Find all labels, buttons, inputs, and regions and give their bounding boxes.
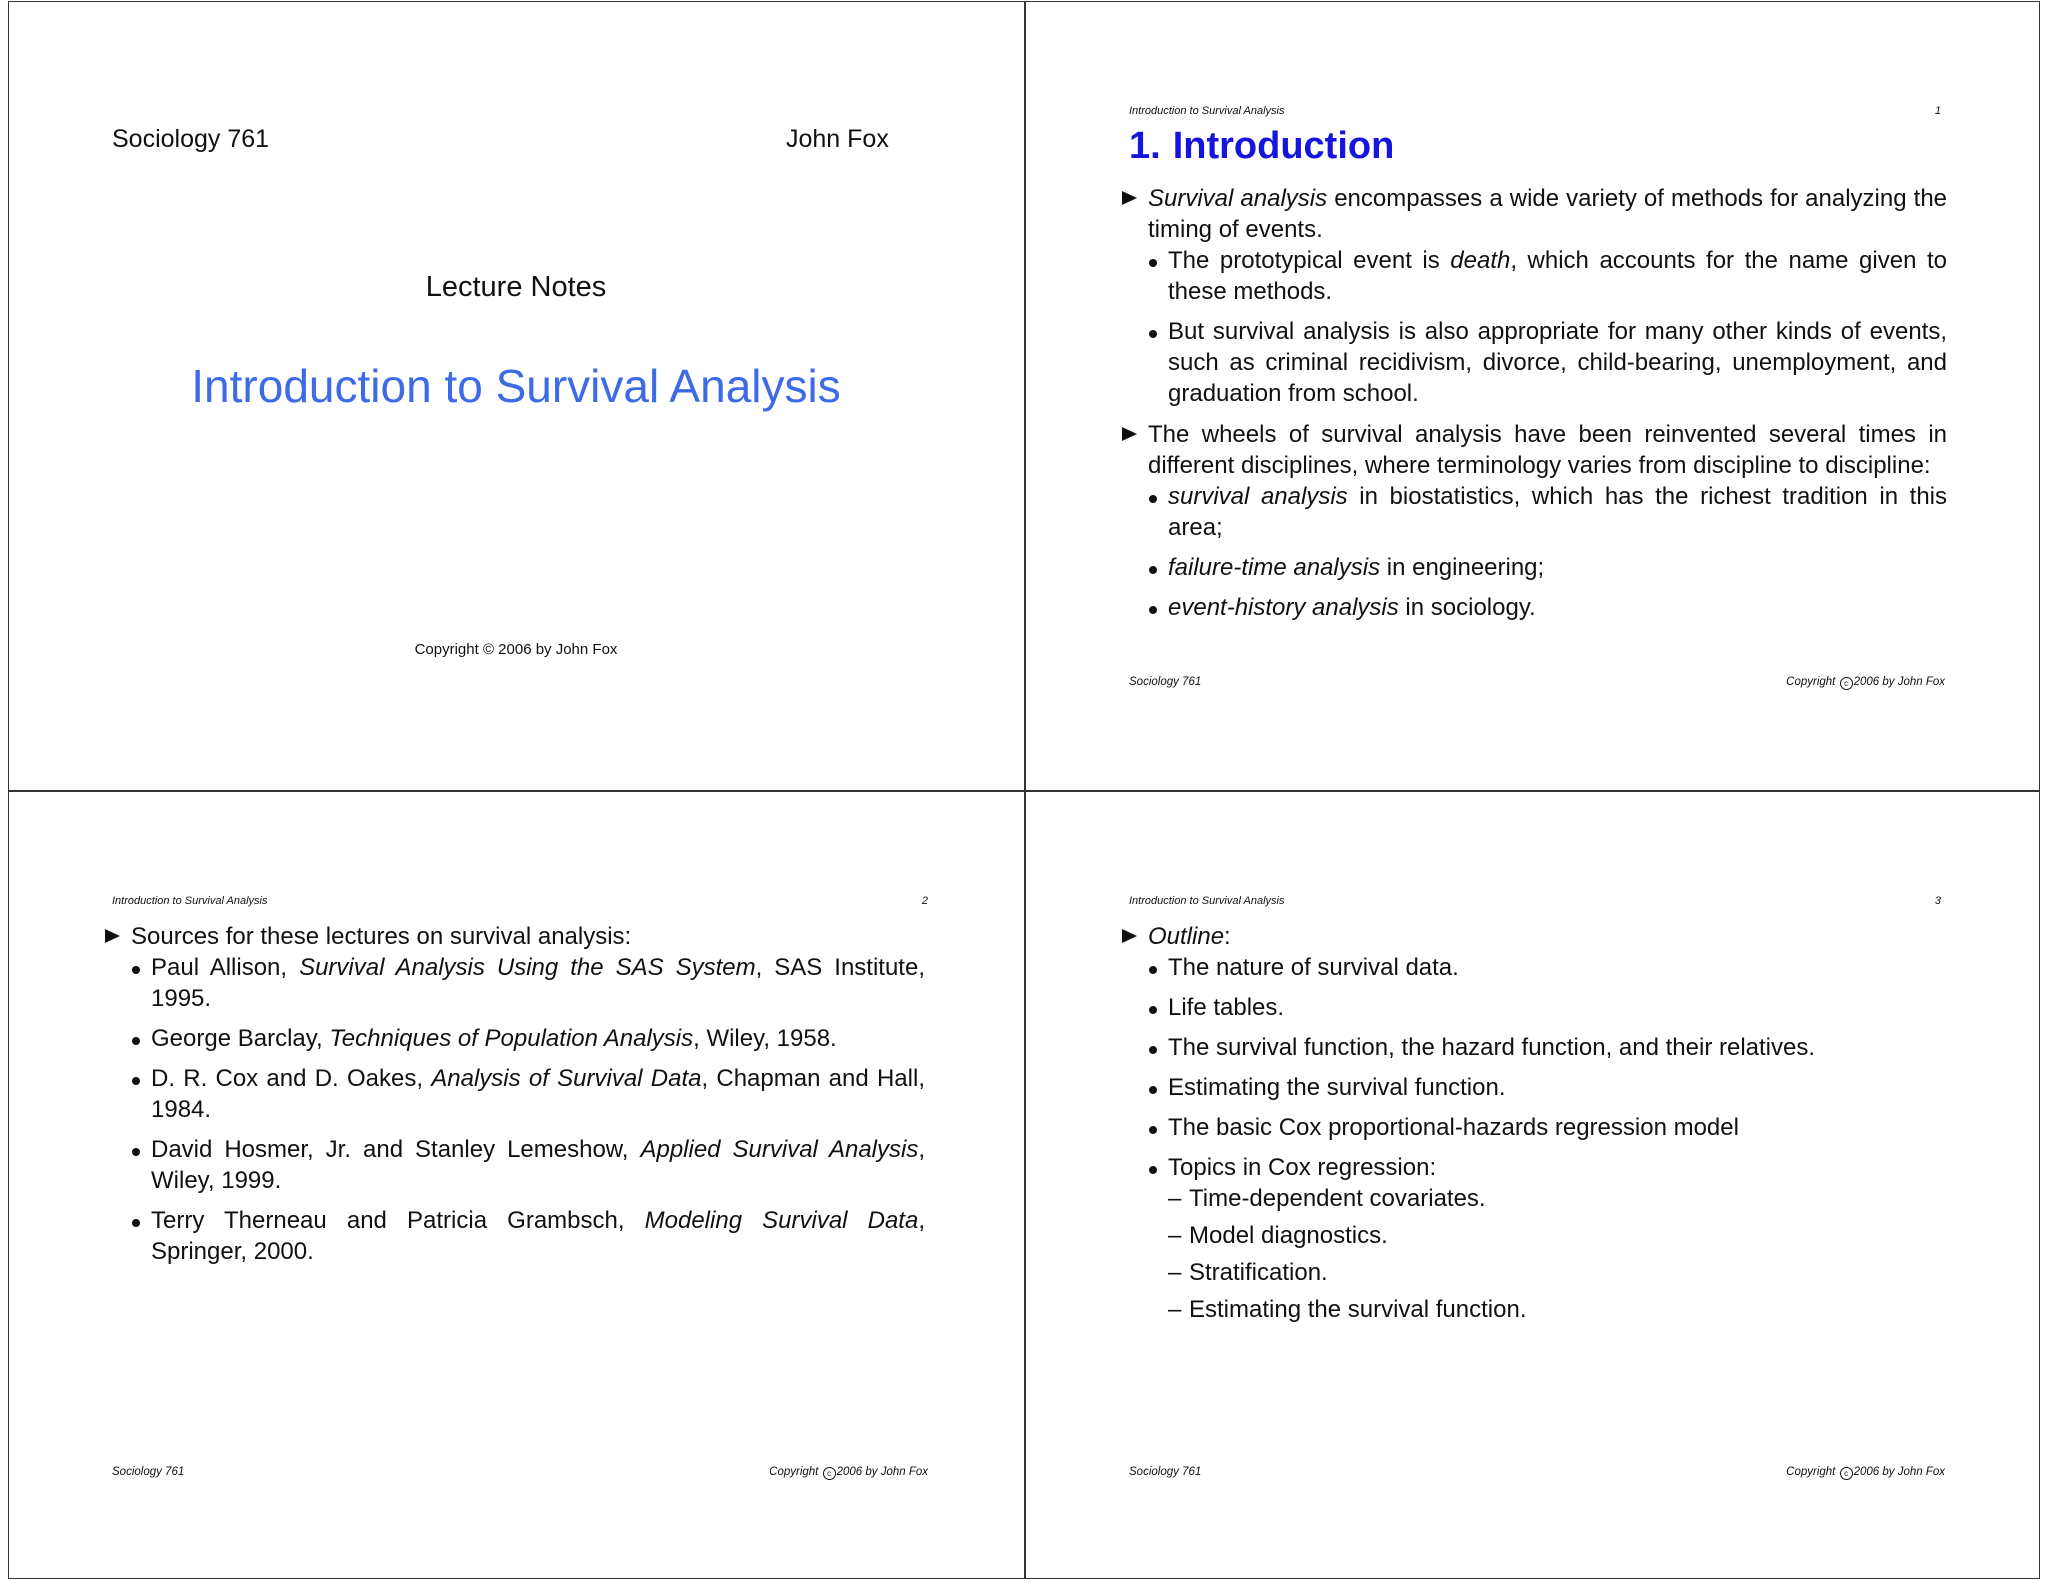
- dot-bullet-icon: [132, 966, 140, 974]
- sub-bullet-item: [1122, 592, 1947, 623]
- dot-bullet-icon: [1149, 966, 1157, 974]
- title-copyright: Copyright © 2006 by John Fox: [414, 641, 618, 658]
- source-title: Survival Analysis Using the SAS System: [299, 954, 756, 981]
- page-number: 3: [1934, 895, 1941, 907]
- title-slide: [8, 1, 1024, 791]
- slide-1-body: [1122, 183, 1947, 623]
- outline-item-text: The basic Cox proportional-hazards regression model: [1168, 1114, 1739, 1141]
- outline-subitem-text: Stratification.: [1189, 1259, 1328, 1286]
- bullet-text: encompasses a wide variety of methods for analyzing the timing of events.: [1148, 185, 1948, 243]
- dash-bullet-icon: –: [1168, 1222, 1182, 1249]
- dot-bullet-icon: [1149, 1086, 1157, 1094]
- bullet-item: [1122, 419, 1947, 623]
- outline-subitem-text: Time-dependent covariates.: [1189, 1185, 1486, 1212]
- source-title: Techniques of Population Analysis: [329, 1025, 694, 1052]
- document-title: Introduction to Survival Analysis: [191, 360, 841, 412]
- sub-bullet-text: in biostatistics, which has the richest tradition in this area;: [1168, 483, 1947, 541]
- dot-bullet-icon: [1149, 1126, 1157, 1134]
- outline-item-text: Estimating the survival function.: [1168, 1074, 1506, 1101]
- outline-item: [1122, 952, 1947, 983]
- bullet-item: [1122, 183, 1947, 409]
- running-footer-course: Sociology 761: [1129, 676, 1202, 688]
- triangle-bullet-icon: [1122, 427, 1137, 441]
- outline-item: [1122, 1152, 1947, 1183]
- page-number: 1: [1934, 105, 1941, 117]
- copyright-suffix: 2006 by John Fox: [1853, 1466, 1945, 1478]
- running-header: Introduction to Survival Analysis: [1129, 105, 1285, 117]
- copyright-icon: c: [1840, 677, 1853, 690]
- running-footer-copyright: [1786, 1466, 1945, 1480]
- triangle-bullet-icon: [1122, 929, 1137, 943]
- source-publisher: , Springer, 2000.: [151, 1207, 925, 1265]
- section-heading: [1129, 125, 1394, 168]
- sub-bullet-emphasis: survival analysis: [1168, 483, 1348, 510]
- source-publisher: , Chapman and Hall, 1984.: [151, 1065, 925, 1123]
- source-title: Applied Survival Analysis: [640, 1136, 919, 1163]
- outline-item: [1122, 1072, 1947, 1103]
- sub-bullet-text: , which accounts for the name given to these methods.: [1168, 247, 1947, 305]
- dot-bullet-icon: [1149, 1006, 1157, 1014]
- outline-subitem: [1122, 1220, 1947, 1251]
- outline-item: [1122, 1112, 1947, 1143]
- copyright-prefix: Copyright: [1786, 676, 1839, 688]
- bullet-text: The wheels of survival analysis have been reinvented several times in different disciplines, where terminology varies from discipline to discipline:: [1148, 421, 1947, 479]
- dot-bullet-icon: [1149, 606, 1157, 614]
- outline-subitem-text: Estimating the survival function.: [1189, 1296, 1527, 1323]
- sub-bullet-item: [105, 1023, 925, 1054]
- source-publisher: , SAS Institute, 1995.: [151, 954, 925, 1012]
- outline-item-text: Life tables.: [1168, 994, 1285, 1021]
- triangle-bullet-icon: [105, 929, 120, 943]
- source-title: Modeling Survival Data: [644, 1207, 919, 1234]
- source-author: D. R. Cox and D. Oakes,: [151, 1065, 432, 1092]
- slide-2-body: [105, 921, 925, 1267]
- dot-bullet-icon: [1149, 495, 1157, 503]
- sub-bullet-emphasis: death: [1450, 247, 1511, 274]
- dot-bullet-icon: [132, 1219, 140, 1227]
- outline-item: [1122, 992, 1947, 1023]
- copyright-prefix: Copyright: [1786, 1466, 1839, 1478]
- bullet-emphasis: Outline: [1148, 923, 1225, 950]
- running-header: Introduction to Survival Analysis: [112, 895, 268, 907]
- sub-bullet-item: [1122, 481, 1947, 543]
- outline-subitem-text: Model diagnostics.: [1189, 1222, 1388, 1249]
- sub-bullet-item: [1122, 316, 1947, 409]
- sub-bullet-emphasis: event-history analysis: [1168, 594, 1399, 621]
- author-name: John Fox: [786, 125, 889, 153]
- sub-bullet-text: in sociology.: [1398, 594, 1536, 621]
- sub-bullet-text: The prototypical event is: [1168, 247, 1451, 274]
- running-footer-copyright: [1786, 676, 1945, 690]
- dot-bullet-icon: [1149, 330, 1157, 338]
- bullet-emphasis: Survival analysis: [1148, 185, 1328, 212]
- copyright-suffix: 2006 by John Fox: [1853, 676, 1945, 688]
- sub-bullet-text: But survival analysis is also appropriate for many other kinds of events, such as criminal recidivism, divorce, child-bearing, unemployment, and graduation from school.: [1168, 318, 1947, 407]
- outline-item-text: Topics in Cox regression:: [1168, 1154, 1437, 1181]
- copyright-icon: c: [1840, 1467, 1853, 1480]
- triangle-bullet-icon: [1122, 191, 1137, 205]
- outline-item-text: The survival function, the hazard function, and their relatives.: [1168, 1034, 1816, 1061]
- dash-bullet-icon: –: [1168, 1185, 1182, 1212]
- dot-bullet-icon: [1149, 566, 1157, 574]
- slide-1: [1025, 1, 2041, 791]
- running-footer-course: Sociology 761: [1129, 1466, 1202, 1478]
- copyright-icon: c: [823, 1467, 836, 1480]
- dash-bullet-icon: –: [1168, 1296, 1182, 1323]
- page-number: 2: [921, 895, 928, 907]
- running-header: Introduction to Survival Analysis: [1129, 895, 1285, 907]
- slide-3: [1025, 791, 2041, 1581]
- bullet-item: [1122, 921, 1947, 1325]
- sub-bullet-item: [1122, 552, 1947, 583]
- dash-bullet-icon: –: [1168, 1259, 1182, 1286]
- dot-bullet-icon: [1149, 1166, 1157, 1174]
- section-number: 1.: [1129, 125, 1161, 167]
- outline-subitem: [1122, 1294, 1947, 1325]
- source-publisher: , Wiley, 1958.: [693, 1025, 837, 1052]
- running-footer-course: Sociology 761: [112, 1466, 185, 1478]
- dot-bullet-icon: [1149, 259, 1157, 267]
- slide-3-body: [1122, 921, 1947, 1325]
- sub-bullet-item: [105, 1205, 925, 1267]
- dot-bullet-icon: [1149, 1046, 1157, 1054]
- sub-bullet-text: in engineering;: [1380, 554, 1545, 581]
- dot-bullet-icon: [132, 1037, 140, 1045]
- source-author: George Barclay,: [151, 1025, 330, 1052]
- outline-item: [1122, 1032, 1947, 1063]
- outline-subitem: [1122, 1257, 1947, 1288]
- sub-bullet-item: [105, 1063, 925, 1125]
- copyright-suffix: 2006 by John Fox: [836, 1466, 928, 1478]
- source-author: Paul Allison,: [151, 954, 300, 981]
- sub-bullet-item: [1122, 245, 1947, 307]
- source-author: Terry Therneau and Patricia Grambsch,: [151, 1207, 645, 1234]
- outline-subitem: [1122, 1183, 1947, 1214]
- bullet-text: :: [1224, 923, 1231, 950]
- running-footer-copyright: [769, 1466, 928, 1480]
- sub-bullet-item: [105, 1134, 925, 1196]
- slide-2: [8, 791, 1024, 1581]
- source-publisher: , Wiley, 1999.: [151, 1136, 926, 1194]
- bullet-item: [105, 921, 925, 1267]
- dot-bullet-icon: [132, 1077, 140, 1085]
- sub-bullet-item: [105, 952, 925, 1014]
- section-title: Introduction: [1172, 125, 1395, 167]
- course-name: Sociology 761: [112, 125, 270, 153]
- sub-bullet-emphasis: failure-time analysis: [1168, 554, 1381, 581]
- bullet-text: Sources for these lectures on survival analysis:: [131, 923, 632, 950]
- copyright-prefix: Copyright: [769, 1466, 822, 1478]
- lecture-notes-label: Lecture Notes: [425, 271, 607, 303]
- source-title: Analysis of Survival Data: [431, 1065, 702, 1092]
- dot-bullet-icon: [132, 1148, 140, 1156]
- source-author: David Hosmer, Jr. and Stanley Lemeshow,: [151, 1136, 641, 1163]
- outline-item-text: The nature of survival data.: [1168, 954, 1459, 981]
